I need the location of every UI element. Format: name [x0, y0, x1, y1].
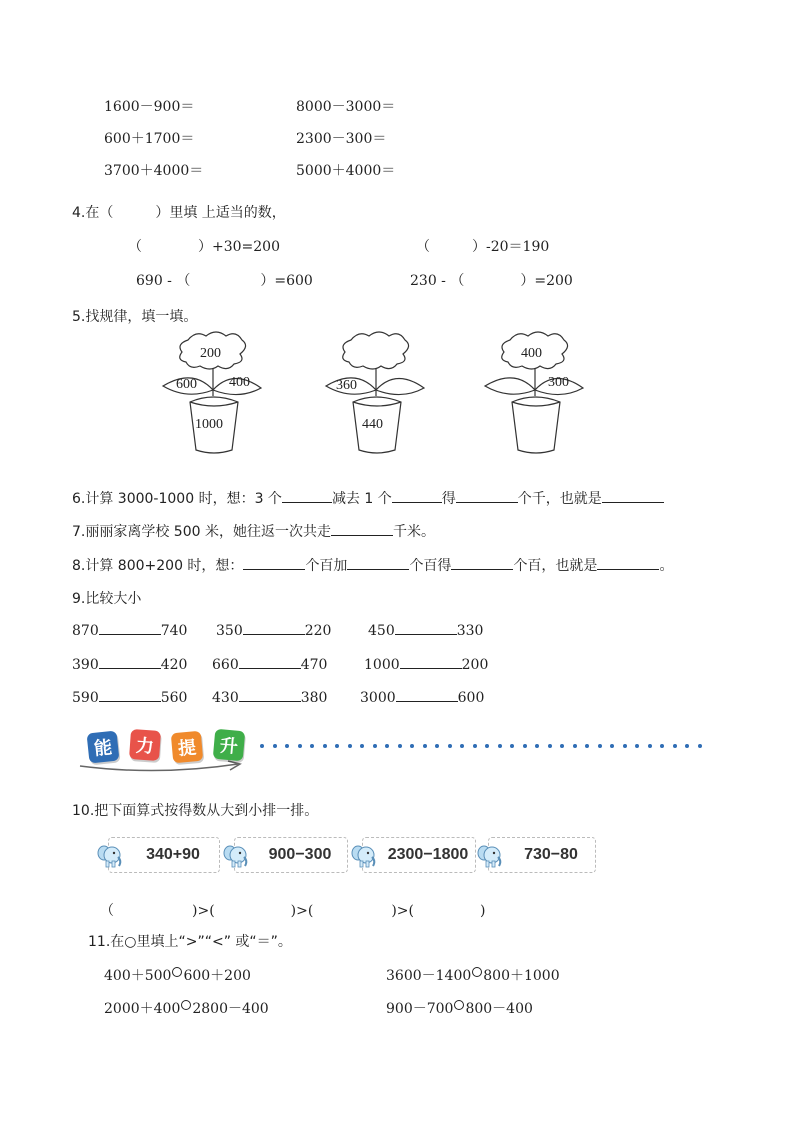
- compare-left: 350: [216, 623, 243, 639]
- expression-card: [234, 837, 348, 873]
- compare-right: 220: [304, 623, 332, 639]
- expr-right: 800＋1000: [483, 968, 560, 984]
- expression-card-label: 900−300: [268, 846, 332, 863]
- paren: )>(: [290, 903, 314, 919]
- banner-dot: [485, 744, 489, 748]
- banner-dot: [448, 744, 452, 748]
- calc-item: 1600－900＝: [104, 99, 195, 115]
- banner-dot: [585, 744, 589, 748]
- calc-item: 2300－300＝: [296, 131, 387, 147]
- banner-tile: 能: [87, 731, 120, 764]
- compare-item: [72, 656, 187, 673]
- banner-dot: [698, 744, 702, 748]
- compare-left: 590: [72, 690, 99, 706]
- compare-left: 870: [72, 623, 99, 639]
- banner-dot: [535, 744, 539, 748]
- compare-item: [360, 689, 484, 706]
- compare-item: [216, 622, 331, 639]
- answer-blank[interactable]: [282, 490, 332, 503]
- expr-right: 800－400: [465, 1001, 533, 1017]
- elephant-icon: [476, 841, 504, 869]
- banner-dot: [560, 744, 564, 748]
- calc-item: 8000－3000＝: [296, 99, 396, 115]
- compare-right: 740: [160, 623, 188, 639]
- compare-expression: [104, 965, 251, 985]
- compare-right: 560: [160, 690, 188, 706]
- banner-tile: 升: [213, 729, 246, 762]
- section-banner: [78, 722, 718, 776]
- banner-dot: [410, 744, 414, 748]
- banner-dot: [473, 744, 477, 748]
- banner-dot: [648, 744, 652, 748]
- banner-dot: [373, 744, 377, 748]
- expr-right: 2800－400: [192, 1001, 269, 1017]
- answer-blank[interactable]: [400, 656, 462, 669]
- banner-dot: [685, 744, 689, 748]
- banner-dot: [573, 744, 577, 748]
- elephant-icon: [222, 841, 250, 869]
- q6-text: 个千，也就是: [517, 491, 602, 507]
- compare-left: 660: [212, 657, 239, 673]
- elephant-icon: [96, 841, 124, 869]
- pot-value: 1000: [195, 417, 223, 432]
- leaf-left-value: 600: [176, 377, 197, 392]
- banner-dot: [285, 744, 289, 748]
- compare-expression: [104, 998, 269, 1018]
- compare-expression: [386, 965, 560, 985]
- q8-text: 8.计算 800+200 时，想：: [72, 558, 244, 574]
- circle-blank[interactable]: [472, 967, 482, 977]
- compare-left: 430: [212, 690, 239, 706]
- banner-dot: [298, 744, 302, 748]
- answer-blank[interactable]: [99, 656, 161, 669]
- banner-dot: [310, 744, 314, 748]
- compare-item: [72, 689, 187, 706]
- banner-dot: [423, 744, 427, 748]
- expr-left: 2000＋400: [104, 1001, 181, 1017]
- fill-blank-item: 230 - （ ）=200: [410, 273, 573, 289]
- question-8: [72, 555, 673, 575]
- banner-dotted-line: [260, 744, 710, 750]
- banner-tile: 力: [129, 729, 161, 761]
- question-11-title: 11.在○里填上“>”“<” 或“＝”。: [88, 934, 292, 950]
- compare-left: 1000: [364, 657, 400, 673]
- banner-dot: [398, 744, 402, 748]
- compare-expression: [386, 998, 533, 1018]
- expr-left: 900－700: [386, 1001, 454, 1017]
- question-9-title: 9.比较大小: [72, 591, 142, 607]
- q8-text: 个百得: [409, 558, 452, 574]
- expr-right: 600＋200: [183, 968, 251, 984]
- q8-text: 。: [659, 558, 674, 574]
- compare-right: 380: [300, 690, 328, 706]
- answer-blank[interactable]: [602, 490, 664, 503]
- question-6: [72, 488, 664, 508]
- answer-blank[interactable]: [456, 490, 518, 503]
- question-5-title: 5.找规律，填一填。: [72, 309, 198, 325]
- order-answer-row: [100, 900, 485, 920]
- banner-dot: [360, 744, 364, 748]
- expression-card-label: 2300−1800: [387, 846, 469, 863]
- question-7: [72, 521, 435, 541]
- answer-blank[interactable]: [451, 557, 513, 570]
- compare-right: 470: [300, 657, 328, 673]
- answer-blank[interactable]: [395, 622, 457, 635]
- circle-blank[interactable]: [454, 1000, 464, 1010]
- paren: )>(: [391, 903, 414, 919]
- answer-blank[interactable]: [99, 622, 161, 635]
- paren: （: [100, 903, 114, 919]
- answer-blank[interactable]: [396, 689, 458, 702]
- compare-right: 330: [456, 623, 484, 639]
- banner-tile: 提: [171, 731, 204, 764]
- calc-item: 3700＋4000＝: [104, 163, 204, 179]
- q6-text: 6.计算 3000-1000 时，想：3 个: [72, 491, 282, 507]
- banner-dot: [273, 744, 277, 748]
- expression-card-label: 730−80: [524, 846, 578, 863]
- banner-dot: [323, 744, 327, 748]
- expr-left: 400＋500: [104, 968, 172, 984]
- banner-dot: [335, 744, 339, 748]
- fill-blank-item: （ ）+30=200: [128, 239, 280, 255]
- compare-left: 3000: [360, 690, 396, 706]
- question-4-title: 4.在（ ）里填 上适当的数，: [72, 205, 286, 221]
- q6-text: 得: [441, 491, 456, 507]
- flower-top-value: 200: [200, 346, 221, 361]
- compare-left: 450: [368, 623, 395, 639]
- fill-blank-item: （ ）-20＝190: [416, 239, 550, 255]
- leaf-left-value: 360: [336, 378, 357, 393]
- leaf-right-value: 300: [548, 375, 569, 390]
- answer-blank[interactable]: [392, 490, 442, 503]
- answer-blank[interactable]: [243, 622, 305, 635]
- expression-card-label: 340+90: [146, 846, 200, 863]
- compare-item: [212, 656, 327, 673]
- calc-item: 600＋1700＝: [104, 131, 195, 147]
- banner-dot: [523, 744, 527, 748]
- banner-dot: [610, 744, 614, 748]
- answer-blank[interactable]: [99, 689, 161, 702]
- banner-dot: [498, 744, 502, 748]
- banner-dot: [548, 744, 552, 748]
- expr-left: 3600－1400: [386, 968, 472, 984]
- compare-item: [364, 656, 488, 673]
- answer-blank[interactable]: [331, 523, 393, 536]
- compare-left: 390: [72, 657, 99, 673]
- q6-text: 减去 1 个: [331, 491, 392, 507]
- calc-item: 5000＋4000＝: [296, 163, 396, 179]
- compare-item: [212, 689, 327, 706]
- banner-dot: [510, 744, 514, 748]
- q7-text: 千米。: [392, 524, 435, 540]
- compare-right: 600: [457, 690, 485, 706]
- q8-text: 个百加: [305, 558, 348, 574]
- circle-blank[interactable]: [181, 1000, 191, 1010]
- compare-item: [368, 622, 483, 639]
- banner-dot: [623, 744, 627, 748]
- banner-dot: [348, 744, 352, 748]
- banner-dot: [635, 744, 639, 748]
- answer-blank[interactable]: [239, 689, 301, 702]
- pot-value: 440: [362, 417, 383, 432]
- compare-item: [72, 622, 187, 639]
- circle-blank[interactable]: [172, 967, 182, 977]
- banner-dot: [673, 744, 677, 748]
- fill-blank-item: 690 - （ ）=600: [136, 273, 313, 289]
- banner-dot: [385, 744, 389, 748]
- compare-right: 420: [160, 657, 188, 673]
- answer-blank[interactable]: [243, 557, 305, 570]
- leaf-right-value: 400: [229, 375, 250, 390]
- banner-dot: [260, 744, 264, 748]
- banner-dot: [435, 744, 439, 748]
- q8-text: 个百，也就是: [513, 558, 598, 574]
- banner-dot: [598, 744, 602, 748]
- paren: )>(: [192, 903, 215, 919]
- flower-top-value: 400: [521, 346, 542, 361]
- expression-card: [108, 837, 220, 873]
- compare-right: 200: [461, 657, 489, 673]
- question-10-title: 10.把下面算式按得数从大到小排一排。: [72, 803, 319, 819]
- banner-dot: [660, 744, 664, 748]
- elephant-icon: [350, 841, 378, 869]
- q7-text: 7.丽丽家离学校 500 米，她往返一次共走: [72, 524, 331, 540]
- expression-card: [362, 837, 476, 873]
- banner-swoosh: [78, 760, 248, 776]
- answer-blank[interactable]: [239, 656, 301, 669]
- paren: ): [479, 903, 486, 919]
- expression-card: [488, 837, 596, 873]
- answer-blank[interactable]: [597, 557, 659, 570]
- banner-dot: [460, 744, 464, 748]
- answer-blank[interactable]: [347, 557, 409, 570]
